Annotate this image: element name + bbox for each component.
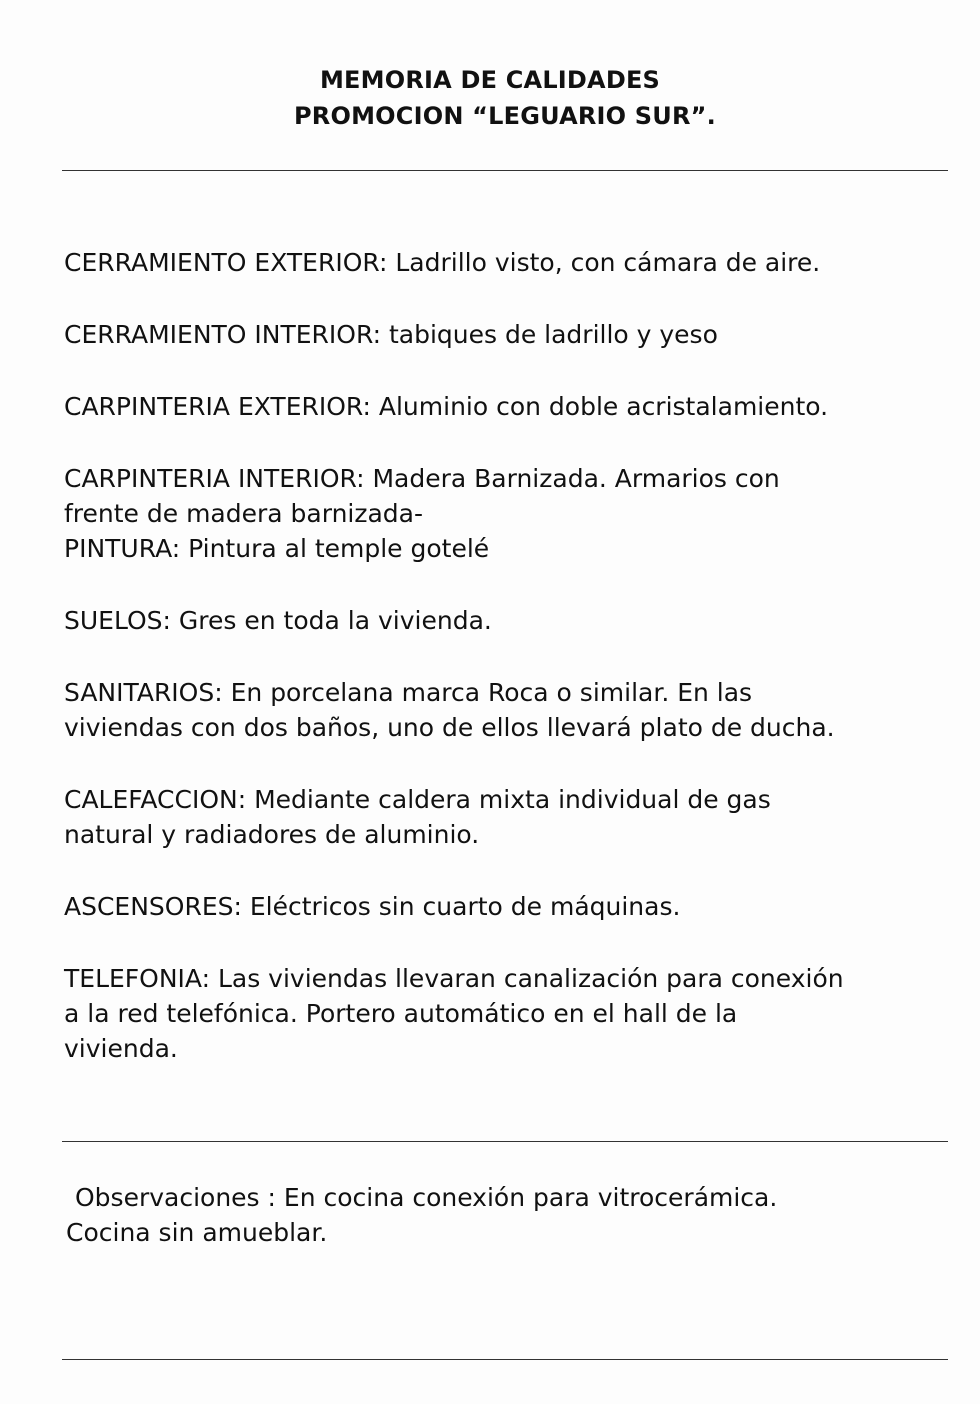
observaciones-line-2: Cocina sin amueblar.: [66, 1218, 328, 1247]
top-divider: [62, 170, 948, 171]
spec-telefonia-line-1: TELEFONIA: Las viviendas llevaran canalización para conexión: [64, 964, 844, 993]
document-title: [0, 62, 980, 134]
spec-pintura: PINTURA: Pintura al temple gotelé: [64, 534, 490, 563]
spec-carpinteria-interior-line-1: CARPINTERIA INTERIOR: Madera Barnizada. Armarios con: [64, 464, 780, 493]
spec-cerramiento-exterior: CERRAMIENTO EXTERIOR: Ladrillo visto, con cámara de aire.: [64, 248, 821, 277]
observaciones-section: [66, 1180, 946, 1250]
spec-telefonia-line-2: a la red telefónica. Portero automático en el hall de la: [64, 999, 738, 1028]
spec-suelos: SUELOS: Gres en toda la vivienda.: [64, 606, 492, 635]
bottom-divider: [62, 1359, 948, 1360]
spec-carpinteria-exterior: CARPINTERIA EXTERIOR: Aluminio con doble acristalamiento.: [64, 392, 829, 421]
spec-telefonia-line-3: vivienda.: [64, 1034, 178, 1063]
title-line-2: PROMOCION “LEGUARIO SUR”.: [294, 102, 716, 130]
spec-carpinteria-interior-line-2: frente de madera barnizada-: [64, 499, 424, 528]
specifications-list: [64, 245, 954, 1066]
spec-sanitarios-line-2: viviendas con dos baños, uno de ellos llevará plato de ducha.: [64, 713, 835, 742]
observaciones-line-1: Observaciones : En cocina conexión para vitrocerámica.: [75, 1183, 778, 1212]
spec-ascensores: ASCENSORES: Eléctricos sin cuarto de máquinas.: [64, 892, 681, 921]
spec-calefaccion-line-1: CALEFACCION: Mediante caldera mixta individual de gas: [64, 785, 771, 814]
spec-sanitarios-line-1: SANITARIOS: En porcelana marca Roca o similar. En las: [64, 678, 753, 707]
middle-divider: [62, 1141, 948, 1142]
title-line-1: MEMORIA DE CALIDADES: [319, 66, 661, 94]
spec-cerramiento-interior: CERRAMIENTO INTERIOR: tabiques de ladrillo y yeso: [64, 320, 718, 349]
spec-calefaccion-line-2: natural y radiadores de aluminio.: [64, 820, 480, 849]
